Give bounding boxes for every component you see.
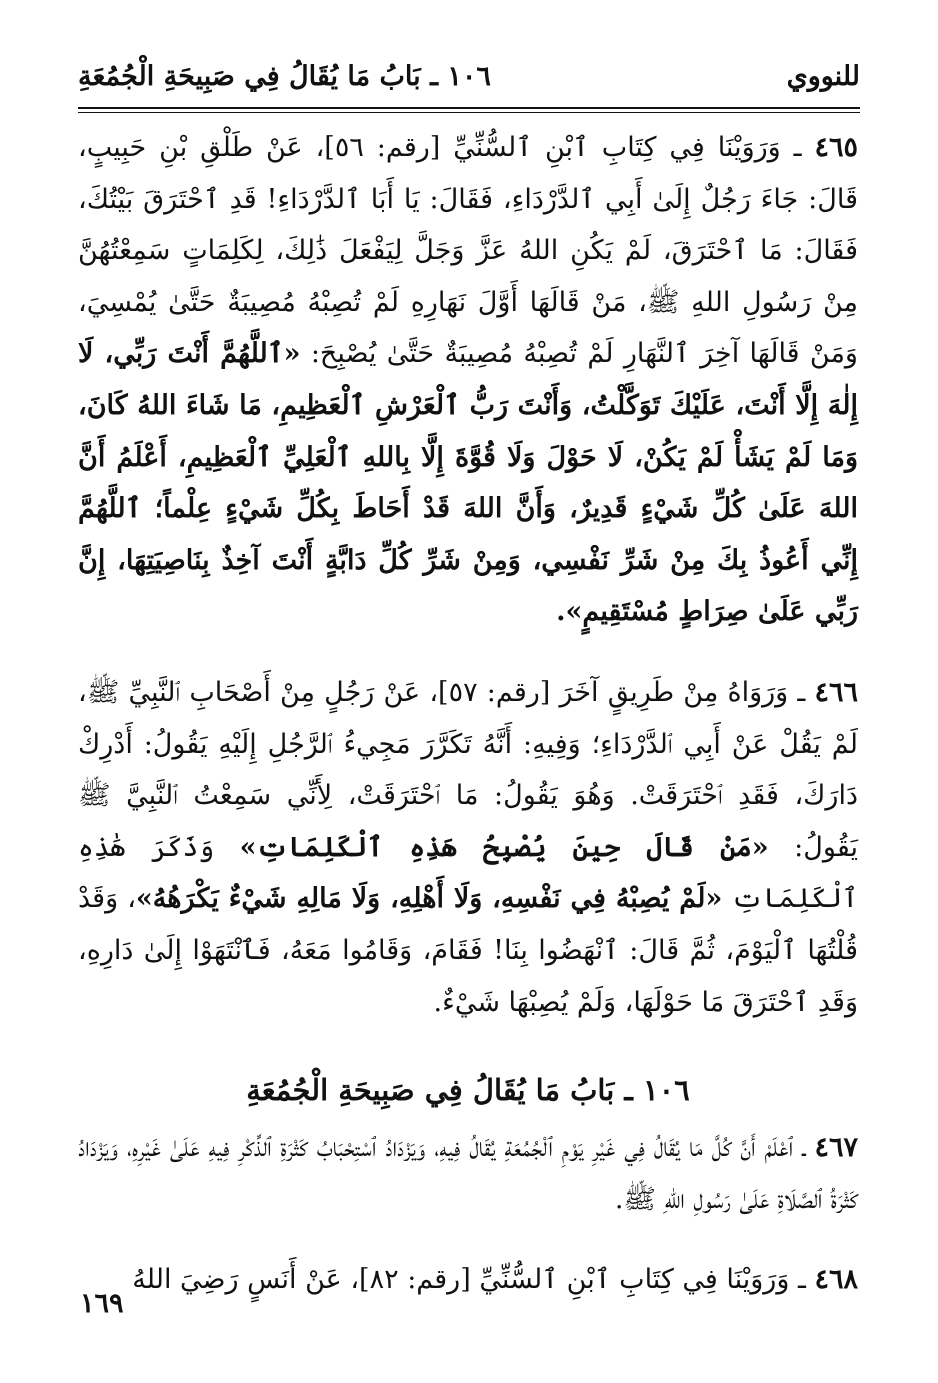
running-header [78,50,860,102]
header-rule [78,107,860,113]
paragraph-text: ـ ٱعْلَمْ أَنَّ كُلَّ مَا يُقَالُ فِي غَيْرِ يَوْمِ ٱلْجُمُعَةِ يُقَالُ فِيهِ، وَيَزْدَادُ ٱسْتِحْبَابُ كَثْرَةِ ٱلذِّكْرِ فِيهِ عَلَىٰ غَيْرِهِ، وَيَزْدَادُ كَثْرَةُ ٱلصَّلَاةِ عَلَىٰ رَسُولِ اللهِ ﷺ. [78,1132,858,1215]
hadith-number: ٤٦٨ [814,1264,858,1296]
paragraph-466 [78,667,858,1028]
page-number: ١٦٩ [80,1288,124,1319]
quoted-text: «مَنْ قَالَ حِينَ يُصْبِحُ هَذِهِ ٱلْكَلِمَاتِ» [239,831,769,863]
quoted-text: «لَمْ يُصِبْهُ فِي نَفْسِهِ، وَلَا أَهْلِهِ، وَلَا مَالِهِ شَيْءٌ يَكْرَهُهُ» [135,883,723,915]
header-author: للنووي [786,60,860,92]
page-body [78,122,858,1306]
hadith-number: ٤٦٥ [814,132,858,163]
paragraph-468 [78,1254,858,1306]
paragraph-text: وَذَكَرَ هَٰذِهِ ٱلْكَلِمَاتِ [78,831,859,915]
section-heading: ١٠٦ ـ بَابُ مَا يُقَالُ فِي صَبِيحَةِ الْجُمُعَةِ [246,1073,690,1108]
paragraph-465 [78,122,858,638]
paragraph-text: ـ وَرَوَاهُ مِنْ طَرِيقٍ آخَرَ [رقم: ٥٧]، عَنْ رَجُلٍ مِنْ أَصْحَابِ ٱلنَّبِيِّ ﷺ، لَمْ يَقُلْ عَنْ أَبِي ٱلدَّرْدَاءِ؛ وَفِيهِ: أَنَّهُ تَكَرَّرَ مَجِيءُ ٱلرَّجُلِ إِلَيْهِ يَقُولُ: أَدْرِكْ دَارَكَ، فَقَدِ ٱحْتَرَقَتْ. وَهُوَ يَقُولُ: مَا ٱحْتَرَقَتْ، لِأَنِّي سَمِعْتُ ٱلنَّبِيَّ ﷺ يَقُولُ: [78,676,858,863]
paragraph-text: ـ وَرَوَيْنَا فِي كِتَابِ ٱبْنِ ٱلسُّنِّيِّ [رقم: ٨٢]، عَنْ أَنَسٍ رَضِيَ اللهُ [132,1264,806,1296]
hadith-number: ٤٦٧ [814,1132,858,1164]
hadith-number: ٤٦٦ [814,676,858,708]
paragraph-text: ، وَقَدْ قُلْتُهَا ٱلْيَوْمَ، ثُمَّ قَالَ: ٱنْهَضُوا بِنَا! فَقَامَ، وَقَامُوا مَعَهُ، فَٱنْتَهَوْا إِلَىٰ دَارِهِ، وَقَدِ ٱحْتَرَقَ مَا حَوْلَهَا، وَلَمْ يُصِبْهَا شَيْءٌ. [78,883,858,1018]
supplication-text: «ٱللَّهُمَّ أَنْتَ رَبِّي، لَا إِلٰهَ إِلَّا أَنْتَ، عَلَيْكَ تَوَكَّلْتُ، وَأَنْتَ رَبُّ ٱلْعَرْشِ ٱلْعَظِيمِ، مَا شَاءَ اللهُ كَانَ، وَمَا لَمْ يَشَأْ لَمْ يَكُنْ، لَا حَوْلَ وَلَا قُوَّةَ إِلَّا بِاللهِ ٱلْعَلِيِّ ٱلْعَظِيمِ، أَعْلَمُ أَنَّ اللهَ عَلَىٰ كُلِّ شَيْءٍ قَدِيرٌ، وَأَنَّ اللهَ قَدْ أَحَاطَ بِكُلِّ شَيْءٍ عِلْماً؛ ٱللَّهُمَّ إِنِّي أَعُوذُ بِكَ مِنْ شَرِّ نَفْسِي، وَمِنْ شَرِّ كُلِّ دَابَّةٍ أَنْتَ آخِذٌ بِنَاصِيَتِهَا، إِنَّ رَبِّي عَلَىٰ صِرَاطٍ مُسْتَقِيمٍ». [78,338,858,628]
paragraph-467 [78,1122,858,1225]
header-chapter-title: ١٠٦ ـ بَابُ مَا يُقَالُ فِي صَبِيحَةِ الْجُمُعَةِ [78,60,491,92]
paragraph-text: ـ وَرَوَيْنَا فِي كِتَابِ ٱبْنِ ٱلسُّنِّيِّ [رقم: ٥٦]، عَنْ طَلْقِ بْنِ حَبِيبٍ، قَالَ: جَاءَ رَجُلٌ إِلَىٰ أَبِي ٱلدَّرْدَاءِ، فَقَالَ: يَا أَبَا ٱلدَّرْدَاءِ! قَدِ ٱحْتَرَقَ بَيْتُكَ، فَقَالَ: مَا ٱحْتَرَقَ، لَمْ يَكُنِ اللهُ عَزَّ وَجَلَّ لِيَفْعَلَ ذَٰلِكَ، لِكَلِمَاتٍ سَمِعْتُهُنَّ مِنْ رَسُولِ اللهِ ﷺ، مَنْ قَالَهَا أَوَّلَ نَهَارِهِ لَمْ تُصِبْهُ مُصِيبَةٌ حَتَّىٰ يُمْسِيَ، وَمَنْ قَالَهَا آخِرَ ٱلنَّهَارِ لَمْ تُصِبْهُ مُصِيبَةٌ حَتَّىٰ يُصْبِحَ: [78,132,858,370]
